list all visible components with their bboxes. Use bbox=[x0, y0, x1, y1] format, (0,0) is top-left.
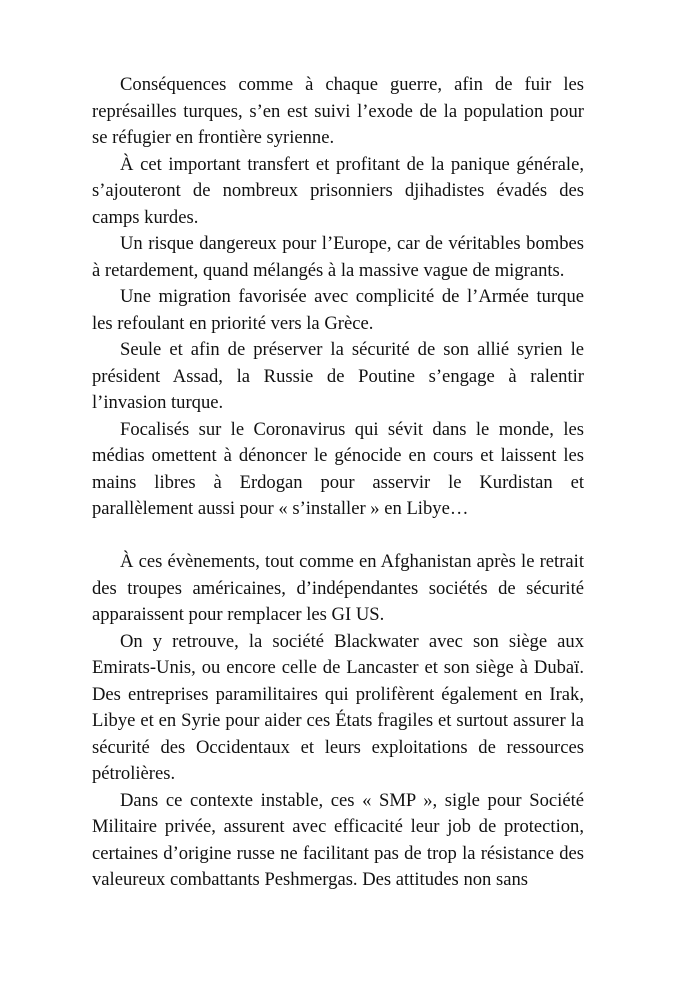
paragraph-media: Focalisés sur le Coronavirus qui sévit dans le monde, les médias omettent à dénoncer le génocide en cours et laissent les mains libres à Erdogan pour asservir le Kurdistan et parallèlement aussi pour « s’installer » en Libye… bbox=[92, 418, 584, 519]
section-break bbox=[92, 523, 584, 550]
paragraph-russia: Seule et afin de préserver la sécurité de son allié syrien le président Assad, la Russie de Poutine s’engage à ralentir l’invasion turque. bbox=[92, 339, 584, 413]
paragraph-blackwater: On y retrouve, la société Blackwater avec son siège aux Emirats-Unis, ou encore celle de Lancaster et son siège à Dubaï. Des entreprises paramilitaires qui prolifèrent également en Irak, Libye et en Syrie pour aider ces États fragiles et surtout assurer la sécurité des Occidentaux et leurs exploitations de ressources pétrolières. bbox=[92, 630, 584, 784]
paragraph-smp: Dans ce contexte instable, ces « SMP », sigle pour Société Militaire privée, assurent avec efficacité leur job de protection, certaines d’origine russe ne facilitant pas de trop la résistance des valeureux combattants Peshmergas. Des attitudes non sans bbox=[92, 789, 584, 890]
paragraph-security-companies: À ces évènements, tout comme en Afghanistan après le retrait des troupes américaines, d’indépendantes sociétés de sécurité apparaissent pour remplacer les GI US. bbox=[92, 551, 584, 625]
paragraph-exodus: Conséquences comme à chaque guerre, afin de fuir les représailles turques, s’en est suivi l’exode de la population pour se réfugier en frontière syrienne. bbox=[92, 74, 584, 148]
paragraph-migration: Une migration favorisée avec complicité de l’Armée turque les refoulant en priorité vers la Grèce. bbox=[92, 286, 584, 334]
paragraph-prisoners: À cet important transfert et profitant de la panique générale, s’ajouteront de nombreux prisonniers djihadistes évadés des camps kurdes. bbox=[92, 153, 584, 228]
document-page bbox=[92, 72, 584, 894]
paragraph-europe-risk: Un risque dangereux pour l’Europe, car de véritables bombes à retardement, quand mélangés à la massive vague de migrants. bbox=[92, 233, 584, 281]
